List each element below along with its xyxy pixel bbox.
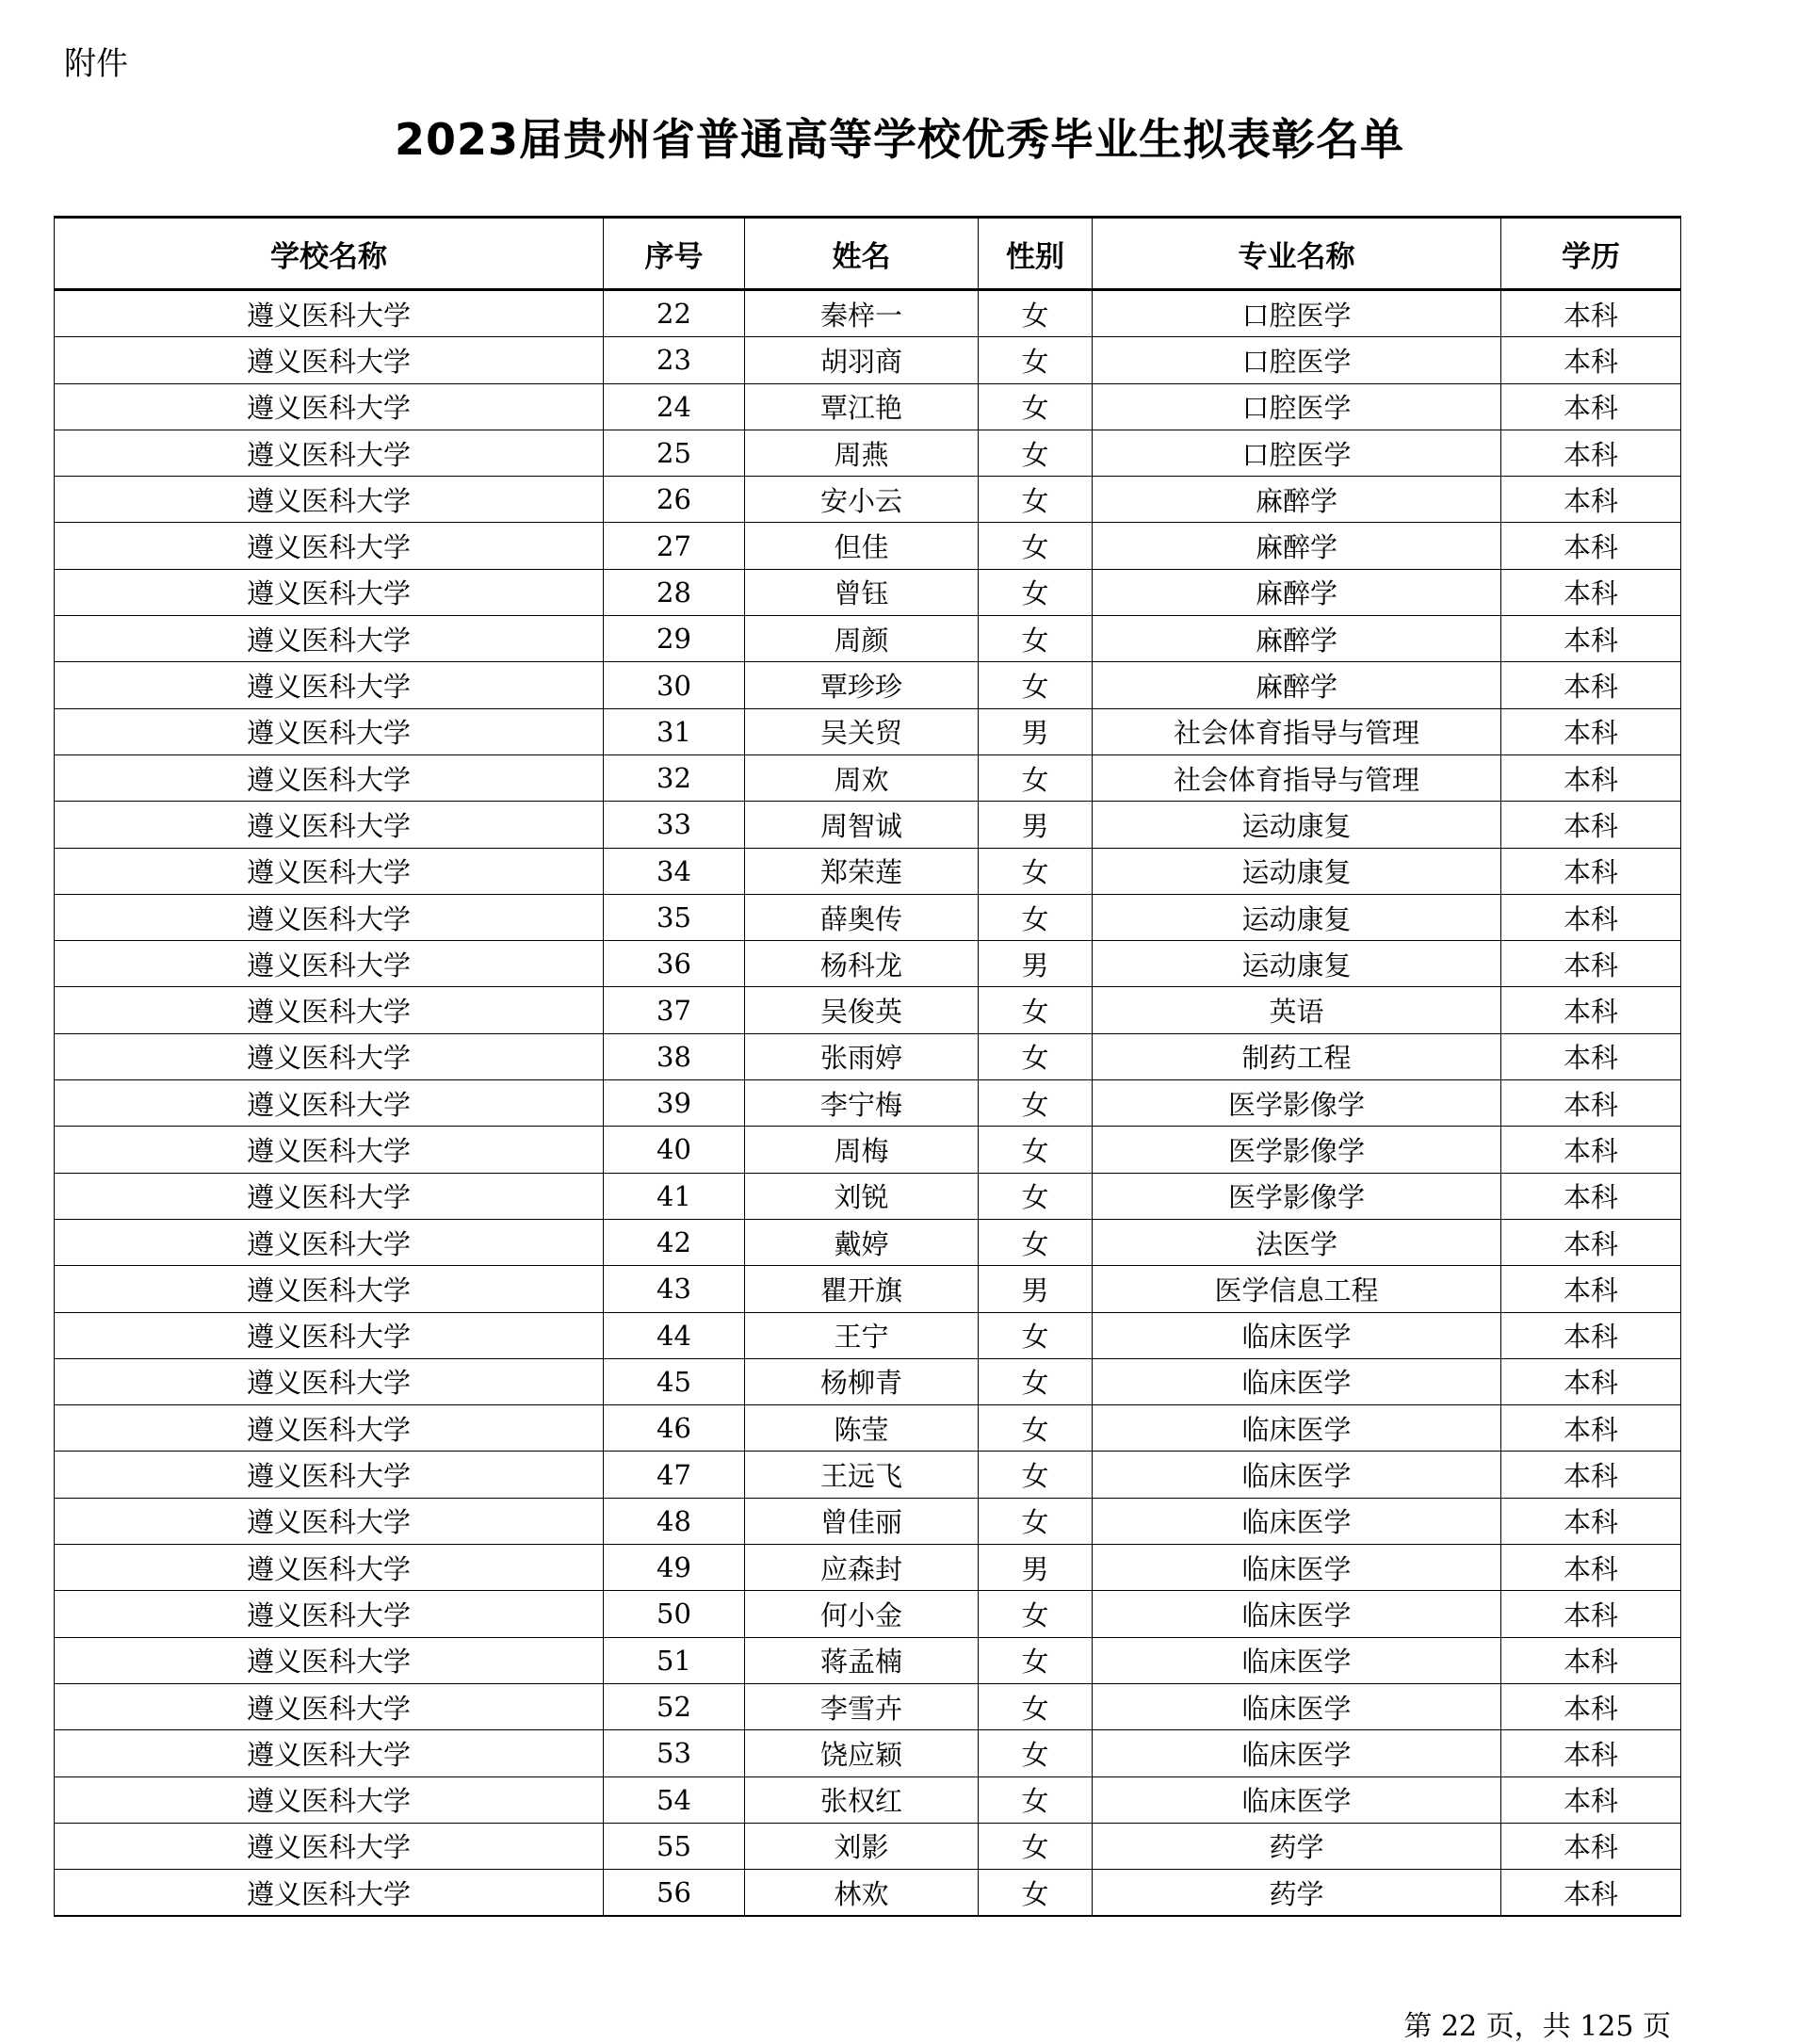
table-row	[55, 1033, 1681, 1079]
cell-seq: 41	[604, 1173, 745, 1219]
cell-name: 陈莹	[745, 1405, 979, 1452]
cell-degree: 本科	[1501, 1870, 1681, 1917]
table-row	[55, 616, 1681, 662]
cell-name: 周燕	[745, 430, 979, 476]
cell-school: 遵义医科大学	[55, 569, 604, 615]
cell-gender: 女	[979, 987, 1093, 1033]
cell-seq: 25	[604, 430, 745, 476]
cell-degree: 本科	[1501, 1730, 1681, 1776]
cell-name: 王远飞	[745, 1452, 979, 1498]
cell-gender: 女	[979, 383, 1093, 430]
cell-name: 刘锐	[745, 1173, 979, 1219]
cell-degree: 本科	[1501, 1080, 1681, 1127]
cell-name: 张权红	[745, 1776, 979, 1823]
cell-degree: 本科	[1501, 337, 1681, 383]
cell-degree: 本科	[1501, 477, 1681, 523]
cell-major: 运动康复	[1093, 941, 1501, 987]
cell-major: 临床医学	[1093, 1637, 1501, 1683]
table-row	[55, 523, 1681, 569]
table-row	[55, 802, 1681, 848]
cell-name: 薛奥传	[745, 894, 979, 940]
cell-seq: 56	[604, 1870, 745, 1917]
cell-degree: 本科	[1501, 1452, 1681, 1498]
cell-gender: 女	[979, 1637, 1093, 1683]
cell-major: 临床医学	[1093, 1452, 1501, 1498]
cell-seq: 26	[604, 477, 745, 523]
cell-major: 英语	[1093, 987, 1501, 1033]
cell-degree: 本科	[1501, 1033, 1681, 1079]
cell-name: 刘影	[745, 1823, 979, 1869]
cell-seq: 42	[604, 1219, 745, 1265]
table-row	[55, 290, 1681, 337]
cell-seq: 32	[604, 754, 745, 801]
cell-name: 周颜	[745, 616, 979, 662]
cell-seq: 47	[604, 1452, 745, 1498]
cell-gender: 女	[979, 523, 1093, 569]
cell-gender: 女	[979, 1173, 1093, 1219]
cell-gender: 女	[979, 754, 1093, 801]
cell-gender: 男	[979, 1545, 1093, 1591]
cell-name: 戴婷	[745, 1219, 979, 1265]
cell-seq: 38	[604, 1033, 745, 1079]
table-header-row	[55, 218, 1681, 290]
table-body	[55, 290, 1681, 1917]
cell-school: 遵义医科大学	[55, 708, 604, 754]
cell-school: 遵义医科大学	[55, 477, 604, 523]
cell-name: 曾钰	[745, 569, 979, 615]
cell-seq: 28	[604, 569, 745, 615]
cell-degree: 本科	[1501, 894, 1681, 940]
table-row	[55, 987, 1681, 1033]
cell-name: 郑荣莲	[745, 848, 979, 894]
cell-major: 运动康复	[1093, 848, 1501, 894]
table-row	[55, 1173, 1681, 1219]
cell-degree: 本科	[1501, 1823, 1681, 1869]
cell-school: 遵义医科大学	[55, 894, 604, 940]
cell-major: 口腔医学	[1093, 383, 1501, 430]
cell-gender: 女	[979, 662, 1093, 708]
cell-name: 李雪卉	[745, 1683, 979, 1729]
cell-name: 覃珍珍	[745, 662, 979, 708]
cell-name: 杨科龙	[745, 941, 979, 987]
cell-gender: 男	[979, 802, 1093, 848]
cell-major: 药学	[1093, 1823, 1501, 1869]
cell-school: 遵义医科大学	[55, 1776, 604, 1823]
cell-major: 临床医学	[1093, 1730, 1501, 1776]
cell-school: 遵义医科大学	[55, 1637, 604, 1683]
cell-name: 蒋孟楠	[745, 1637, 979, 1683]
cell-major: 口腔医学	[1093, 430, 1501, 476]
cell-school: 遵义医科大学	[55, 1080, 604, 1127]
cell-degree: 本科	[1501, 1545, 1681, 1591]
cell-gender: 女	[979, 1312, 1093, 1358]
cell-degree: 本科	[1501, 941, 1681, 987]
cell-school: 遵义医科大学	[55, 802, 604, 848]
cell-name: 林欢	[745, 1870, 979, 1917]
header-gender: 性别	[979, 218, 1093, 290]
cell-gender: 女	[979, 1033, 1093, 1079]
table-row	[55, 1127, 1681, 1173]
cell-school: 遵义医科大学	[55, 1219, 604, 1265]
cell-name: 胡羽商	[745, 337, 979, 383]
cell-gender: 女	[979, 1405, 1093, 1452]
cell-seq: 50	[604, 1591, 745, 1637]
cell-name: 瞿开旗	[745, 1266, 979, 1312]
cell-school: 遵义医科大学	[55, 1591, 604, 1637]
table-row	[55, 848, 1681, 894]
cell-seq: 29	[604, 616, 745, 662]
cell-major: 口腔医学	[1093, 337, 1501, 383]
cell-name: 王宁	[745, 1312, 979, 1358]
cell-gender: 女	[979, 477, 1093, 523]
cell-degree: 本科	[1501, 569, 1681, 615]
cell-seq: 44	[604, 1312, 745, 1358]
cell-school: 遵义医科大学	[55, 616, 604, 662]
cell-school: 遵义医科大学	[55, 1452, 604, 1498]
table-row	[55, 894, 1681, 940]
cell-school: 遵义医科大学	[55, 1033, 604, 1079]
cell-gender: 女	[979, 1219, 1093, 1265]
cell-seq: 54	[604, 1776, 745, 1823]
cell-degree: 本科	[1501, 848, 1681, 894]
cell-gender: 女	[979, 1358, 1093, 1404]
cell-seq: 36	[604, 941, 745, 987]
table-row	[55, 1683, 1681, 1729]
table-row	[55, 430, 1681, 476]
table-row	[55, 1870, 1681, 1917]
cell-degree: 本科	[1501, 802, 1681, 848]
cell-degree: 本科	[1501, 616, 1681, 662]
cell-school: 遵义医科大学	[55, 1312, 604, 1358]
table-row	[55, 569, 1681, 615]
cell-name: 但佳	[745, 523, 979, 569]
table-row	[55, 941, 1681, 987]
cell-degree: 本科	[1501, 754, 1681, 801]
cell-major: 医学影像学	[1093, 1173, 1501, 1219]
table-row	[55, 1591, 1681, 1637]
cell-seq: 43	[604, 1266, 745, 1312]
cell-gender: 女	[979, 1776, 1093, 1823]
cell-major: 麻醉学	[1093, 616, 1501, 662]
table-row	[55, 1776, 1681, 1823]
table-row	[55, 383, 1681, 430]
cell-major: 临床医学	[1093, 1545, 1501, 1591]
table-row	[55, 754, 1681, 801]
cell-gender: 女	[979, 1683, 1093, 1729]
cell-school: 遵义医科大学	[55, 337, 604, 383]
cell-name: 吴俊英	[745, 987, 979, 1033]
cell-name: 何小金	[745, 1591, 979, 1637]
cell-name: 秦梓一	[745, 290, 979, 337]
cell-gender: 女	[979, 894, 1093, 940]
header-degree: 学历	[1501, 218, 1681, 290]
cell-degree: 本科	[1501, 662, 1681, 708]
cell-major: 医学影像学	[1093, 1080, 1501, 1127]
cell-major: 临床医学	[1093, 1312, 1501, 1358]
cell-school: 遵义医科大学	[55, 1870, 604, 1917]
cell-name: 覃江艳	[745, 383, 979, 430]
cell-name: 饶应颖	[745, 1730, 979, 1776]
table-row	[55, 1452, 1681, 1498]
cell-school: 遵义医科大学	[55, 290, 604, 337]
cell-major: 麻醉学	[1093, 569, 1501, 615]
cell-degree: 本科	[1501, 987, 1681, 1033]
cell-seq: 45	[604, 1358, 745, 1404]
table-row	[55, 1312, 1681, 1358]
cell-gender: 男	[979, 1266, 1093, 1312]
cell-school: 遵义医科大学	[55, 1683, 604, 1729]
table-row	[55, 337, 1681, 383]
table-row	[55, 1080, 1681, 1127]
table-row	[55, 1730, 1681, 1776]
cell-seq: 52	[604, 1683, 745, 1729]
cell-major: 运动康复	[1093, 894, 1501, 940]
cell-name: 张雨婷	[745, 1033, 979, 1079]
cell-seq: 22	[604, 290, 745, 337]
cell-seq: 49	[604, 1545, 745, 1591]
table-row	[55, 1405, 1681, 1452]
cell-degree: 本科	[1501, 1637, 1681, 1683]
cell-school: 遵义医科大学	[55, 1127, 604, 1173]
cell-seq: 34	[604, 848, 745, 894]
cell-seq: 33	[604, 802, 745, 848]
cell-school: 遵义医科大学	[55, 383, 604, 430]
cell-seq: 51	[604, 1637, 745, 1683]
page-number: 第 22 页，共 125 页	[1403, 2010, 1671, 2043]
cell-name: 周智诚	[745, 802, 979, 848]
header-school: 学校名称	[55, 218, 604, 290]
cell-degree: 本科	[1501, 1127, 1681, 1173]
table-row	[55, 662, 1681, 708]
table-row	[55, 1219, 1681, 1265]
cell-degree: 本科	[1501, 430, 1681, 476]
cell-degree: 本科	[1501, 1358, 1681, 1404]
cell-major: 医学影像学	[1093, 1127, 1501, 1173]
header-name: 姓名	[745, 218, 979, 290]
cell-name: 吴关贸	[745, 708, 979, 754]
table-row	[55, 1823, 1681, 1869]
honoree-table	[54, 216, 1681, 1917]
cell-degree: 本科	[1501, 1498, 1681, 1544]
cell-seq: 53	[604, 1730, 745, 1776]
cell-major: 临床医学	[1093, 1405, 1501, 1452]
cell-major: 社会体育指导与管理	[1093, 754, 1501, 801]
cell-seq: 46	[604, 1405, 745, 1452]
cell-major: 麻醉学	[1093, 523, 1501, 569]
cell-major: 临床医学	[1093, 1683, 1501, 1729]
cell-school: 遵义医科大学	[55, 754, 604, 801]
cell-major: 临床医学	[1093, 1591, 1501, 1637]
table-row	[55, 1545, 1681, 1591]
cell-gender: 女	[979, 337, 1093, 383]
cell-degree: 本科	[1501, 1591, 1681, 1637]
cell-school: 遵义医科大学	[55, 1730, 604, 1776]
cell-major: 麻醉学	[1093, 477, 1501, 523]
cell-major: 药学	[1093, 1870, 1501, 1917]
cell-degree: 本科	[1501, 1776, 1681, 1823]
cell-gender: 女	[979, 569, 1093, 615]
cell-name: 应森封	[745, 1545, 979, 1591]
cell-seq: 37	[604, 987, 745, 1033]
cell-major: 临床医学	[1093, 1358, 1501, 1404]
cell-seq: 35	[604, 894, 745, 940]
header-major: 专业名称	[1093, 218, 1501, 290]
document-title: 2023届贵州省普通高等学校优秀毕业生拟表彰名单	[394, 114, 1405, 165]
cell-school: 遵义医科大学	[55, 1545, 604, 1591]
cell-school: 遵义医科大学	[55, 848, 604, 894]
cell-seq: 31	[604, 708, 745, 754]
cell-gender: 女	[979, 1080, 1093, 1127]
table-row	[55, 708, 1681, 754]
cell-school: 遵义医科大学	[55, 1358, 604, 1404]
cell-seq: 24	[604, 383, 745, 430]
cell-school: 遵义医科大学	[55, 523, 604, 569]
cell-school: 遵义医科大学	[55, 1498, 604, 1544]
cell-gender: 女	[979, 1452, 1093, 1498]
cell-seq: 39	[604, 1080, 745, 1127]
cell-degree: 本科	[1501, 383, 1681, 430]
table-row	[55, 1266, 1681, 1312]
cell-name: 杨柳青	[745, 1358, 979, 1404]
cell-gender: 女	[979, 1823, 1093, 1869]
cell-gender: 女	[979, 848, 1093, 894]
cell-major: 医学信息工程	[1093, 1266, 1501, 1312]
cell-seq: 48	[604, 1498, 745, 1544]
cell-degree: 本科	[1501, 1266, 1681, 1312]
cell-degree: 本科	[1501, 1683, 1681, 1729]
cell-school: 遵义医科大学	[55, 1405, 604, 1452]
cell-gender: 女	[979, 290, 1093, 337]
cell-school: 遵义医科大学	[55, 1266, 604, 1312]
cell-gender: 女	[979, 1730, 1093, 1776]
cell-gender: 男	[979, 941, 1093, 987]
cell-degree: 本科	[1501, 1173, 1681, 1219]
table-row	[55, 477, 1681, 523]
attachment-label: 附件	[64, 45, 128, 83]
cell-name: 周梅	[745, 1127, 979, 1173]
cell-school: 遵义医科大学	[55, 941, 604, 987]
cell-seq: 40	[604, 1127, 745, 1173]
cell-major: 口腔医学	[1093, 290, 1501, 337]
cell-seq: 55	[604, 1823, 745, 1869]
table-row	[55, 1637, 1681, 1683]
table-row	[55, 1498, 1681, 1544]
cell-major: 法医学	[1093, 1219, 1501, 1265]
cell-gender: 女	[979, 1127, 1093, 1173]
table-row	[55, 1358, 1681, 1404]
cell-major: 制药工程	[1093, 1033, 1501, 1079]
cell-major: 运动康复	[1093, 802, 1501, 848]
cell-name: 周欢	[745, 754, 979, 801]
cell-major: 临床医学	[1093, 1776, 1501, 1823]
cell-seq: 23	[604, 337, 745, 383]
cell-degree: 本科	[1501, 1219, 1681, 1265]
cell-school: 遵义医科大学	[55, 1823, 604, 1869]
cell-degree: 本科	[1501, 290, 1681, 337]
cell-gender: 女	[979, 1498, 1093, 1544]
cell-name: 李宁梅	[745, 1080, 979, 1127]
cell-name: 安小云	[745, 477, 979, 523]
cell-gender: 女	[979, 1870, 1093, 1917]
cell-gender: 男	[979, 708, 1093, 754]
cell-seq: 30	[604, 662, 745, 708]
cell-major: 临床医学	[1093, 1498, 1501, 1544]
cell-degree: 本科	[1501, 1405, 1681, 1452]
cell-major: 麻醉学	[1093, 662, 1501, 708]
cell-major: 社会体育指导与管理	[1093, 708, 1501, 754]
cell-gender: 女	[979, 1591, 1093, 1637]
header-seq: 序号	[604, 218, 745, 290]
cell-gender: 女	[979, 616, 1093, 662]
cell-school: 遵义医科大学	[55, 662, 604, 708]
cell-degree: 本科	[1501, 523, 1681, 569]
cell-school: 遵义医科大学	[55, 1173, 604, 1219]
cell-seq: 27	[604, 523, 745, 569]
cell-school: 遵义医科大学	[55, 430, 604, 476]
cell-gender: 女	[979, 430, 1093, 476]
cell-school: 遵义医科大学	[55, 987, 604, 1033]
cell-name: 曾佳丽	[745, 1498, 979, 1544]
cell-degree: 本科	[1501, 1312, 1681, 1358]
cell-degree: 本科	[1501, 708, 1681, 754]
